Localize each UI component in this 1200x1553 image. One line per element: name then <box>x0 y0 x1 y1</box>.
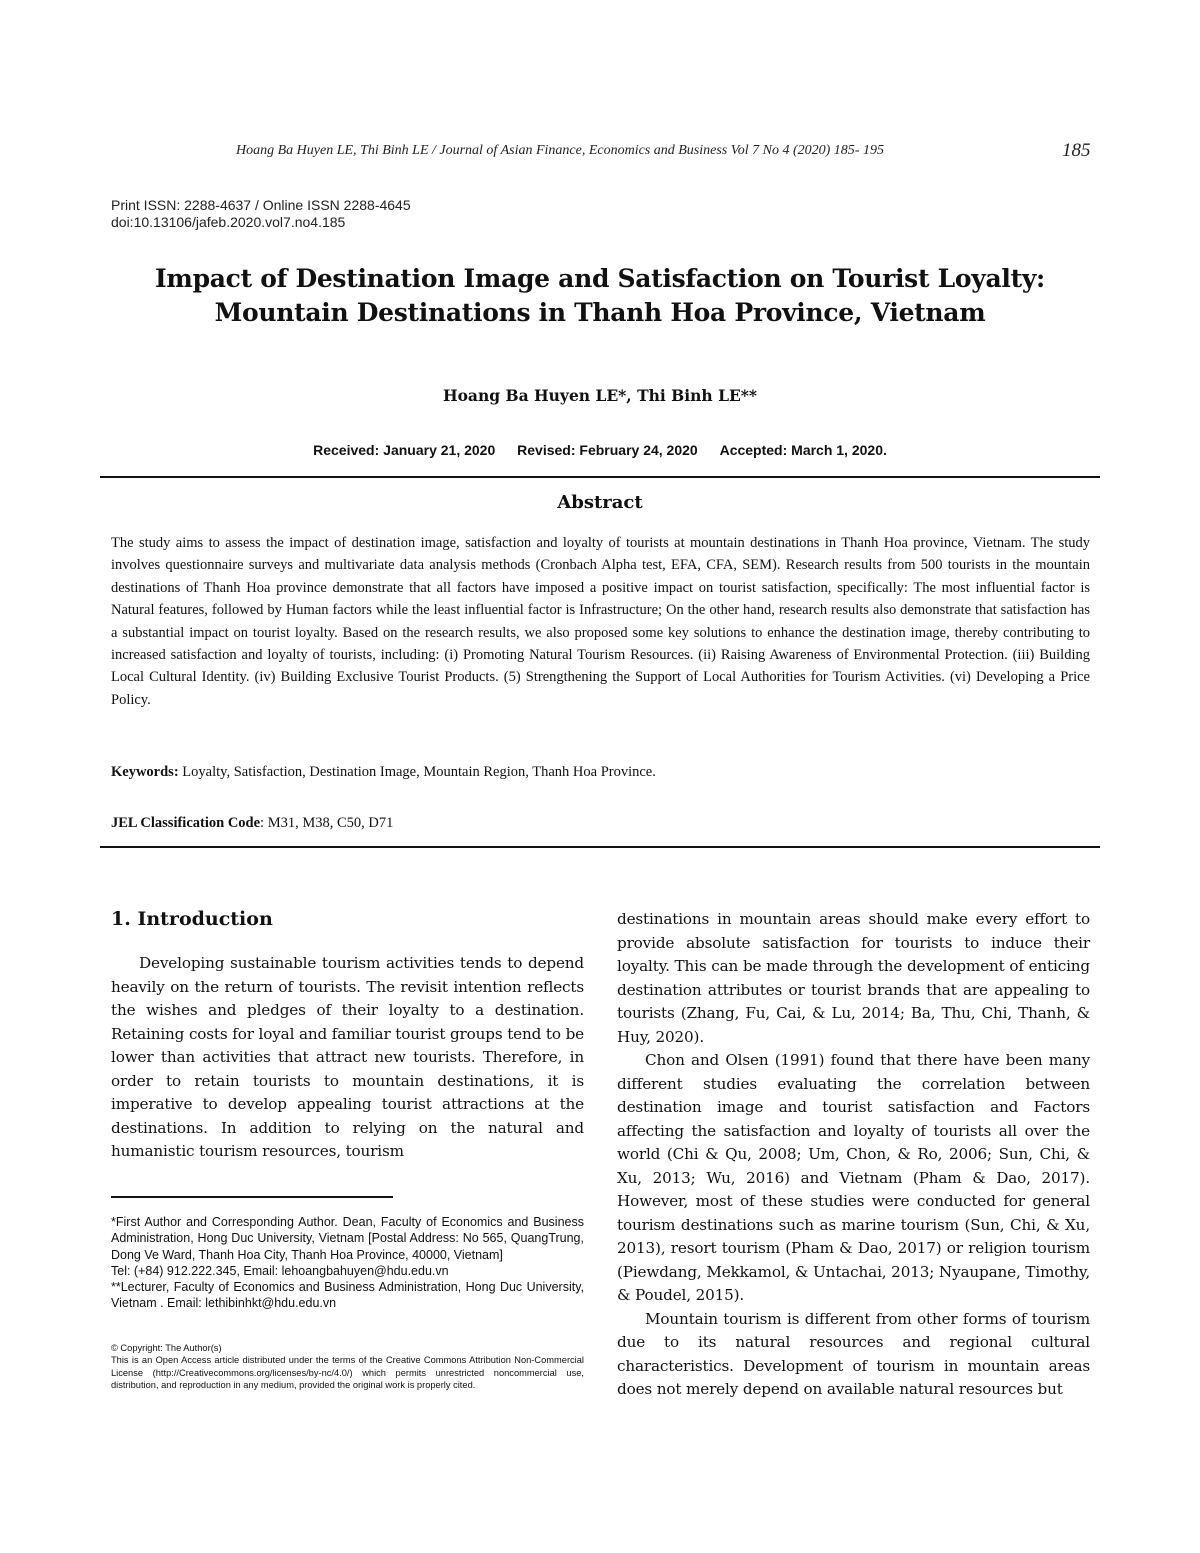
footnote-divider <box>111 1196 393 1198</box>
keywords <box>111 764 1090 781</box>
top-divider <box>100 476 1100 478</box>
jel-value: : M31, M38, C50, D71 <box>260 815 394 831</box>
page-number: 185 <box>1062 140 1091 161</box>
author-footnote <box>111 1214 584 1312</box>
license-text: This is an Open Access article distributed under the terms of the Creative Commons Attribution Non-Commercial License (http://Creativecommons.org/licenses/by-nc/4.0/) which permits unrestricted noncommercial use, distribution, and reproduction in any medium, provided the original work is properly cited. <box>111 1355 584 1390</box>
issn-block <box>111 197 411 231</box>
received-date: Received: January 21, 2020 <box>313 442 496 458</box>
issn-line: Print ISSN: 2288-4637 / Online ISSN 2288-4645 <box>111 197 411 213</box>
second-author-note: **Lecturer, Faculty of Economics and Business Administration, Hong Duc University, Vietnam . Email: lethibinhkt@hdu.edu.vn <box>111 1280 584 1311</box>
first-author-note: *First Author and Corresponding Author. Dean, Faculty of Economics and Business Administration, Hong Duc University, Vietnam [Postal Address: No 565, QuangTrung, Dong Ve Ward, Thanh Hoa City, Thanh Hoa Province, 40000, Vietnam] <box>111 1215 584 1262</box>
license-note <box>111 1342 584 1391</box>
accepted-date: Accepted: March 1, 2020. <box>719 442 887 458</box>
revised-date: Revised: February 24, 2020 <box>517 442 698 458</box>
title-line-1: Impact of Destination Image and Satisfaction on Tourist Loyalty: <box>155 264 1045 293</box>
keywords-label: Keywords: <box>111 764 179 780</box>
intro-paragraph: Developing sustainable tourism activities tends to depend heavily on the return of tourists. The revisit intention reflects the wishes and pledges of their loyalty to a destination. Retaining costs for loyal and familiar tourist groups tend to be lower than activities that attract new tourists. Therefore, in order to retain tourists to mountain destinations, it is imperative to develop appealing tourist attractions at the destinations. In addition to relying on the natural and humanistic tourism resources, tourism <box>111 954 584 1160</box>
section-heading: 1. Introduction <box>111 908 273 930</box>
title-line-2: Mountain Destinations in Thanh Hoa Province, Vietnam <box>214 298 986 327</box>
doi-line: doi:10.13106/jafeb.2020.vol7.no4.185 <box>111 214 346 230</box>
jel-label: JEL Classification Code <box>111 815 261 831</box>
body-paragraph-3: Mountain tourism is different from other forms of tourism due to its natural resources and regional cultural characteristics. Development of tourism in mountain areas does not merely depend on available natural resources but <box>617 1309 1090 1398</box>
body-paragraph-1: destinations in mountain areas should make every effort to provide absolute satisfaction for tourists to induce their loyalty. This can be made through the development of enticing destination attributes or tourist brands that are appealing to tourists (Zhang, Fu, Cai, & Lu, 2014; Ba, Thu, Chi, Thanh, & Huy, 2020). <box>617 910 1090 1046</box>
submission-dates <box>100 442 1100 458</box>
authors: Hoang Ba Huyen LE*, Thi Binh LE** <box>442 386 758 405</box>
jel-code <box>111 815 1090 832</box>
contact-note: Tel: (+84) 912.222.345, Email: lehoangbahuyen@hdu.edu.vn <box>111 1263 449 1278</box>
copyright-line: © Copyright: The Author(s) <box>111 1343 222 1353</box>
abstract-text: The study aims to assess the impact of destination image, satisfaction and loyalty of tourists at mountain destinations in Thanh Hoa province, Vietnam. The study involves questionnaire surveys and multivariate data analysis methods (Cronbach Alpha test, EFA, CFA, SEM). Research results from 500 tourists in the mountain destinations of Thanh Hoa province demonstrate that all factors have imposed a positive impact on tourist satisfaction, specifically: The most influential factor is Natural features, followed by Human factors while the least influential factor is Infrastructure; On the other hand, research results also demonstrate that satisfaction has a substantial impact on tourist loyalty. Based on the research results, we also proposed some key solutions to enhance the destination image, thereby contributing to increased satisfaction and loyalty of tourists, including: (i) Promoting Natural Tourism Resources. (ii) Raising Awareness of Environmental Protection. (iii) Building Local Cultural Identity. (iv) Building Exclusive Tourist Products. (5) Strengthening the Support of Local Authorities for Tourism Activities. (vi) Developing a Price Policy. <box>111 535 1090 708</box>
left-column <box>111 908 584 1164</box>
paper-title <box>100 262 1100 330</box>
bottom-divider <box>100 846 1100 848</box>
running-head: Hoang Ba Huyen LE, Thi Binh LE / Journal of Asian Finance, Economics and Business Vol 7 No 4 (2020) 185- 195 <box>236 143 884 158</box>
keywords-value: Loyalty, Satisfaction, Destination Image, Mountain Region, Thanh Hoa Province. <box>178 764 656 780</box>
abstract-heading: Abstract <box>557 492 643 513</box>
right-column <box>617 908 1090 1402</box>
body-paragraph-2: Chon and Olsen (1991) found that there have been many different studies evaluating the correlation between destination image and tourist satisfaction and Factors affecting the satisfaction and loyalty of tourists all over the world (Chi & Qu, 2008; Um, Chon, & Ro, 2006; Sun, Chi, & Xu, 2013; Wu, 2016) and Vietnam (Pham & Dao, 2017). However, most of these studies were conducted for general tourism destinations such as marine tourism (Sun, Chi, & Xu, 2013), resort tourism (Pham & Dao, 2017) or religion tourism (Piewdang, Mekkamol, & Untachai, 2013; Nyaupane, Timothy, & Poudel, 2015). <box>617 1051 1090 1304</box>
